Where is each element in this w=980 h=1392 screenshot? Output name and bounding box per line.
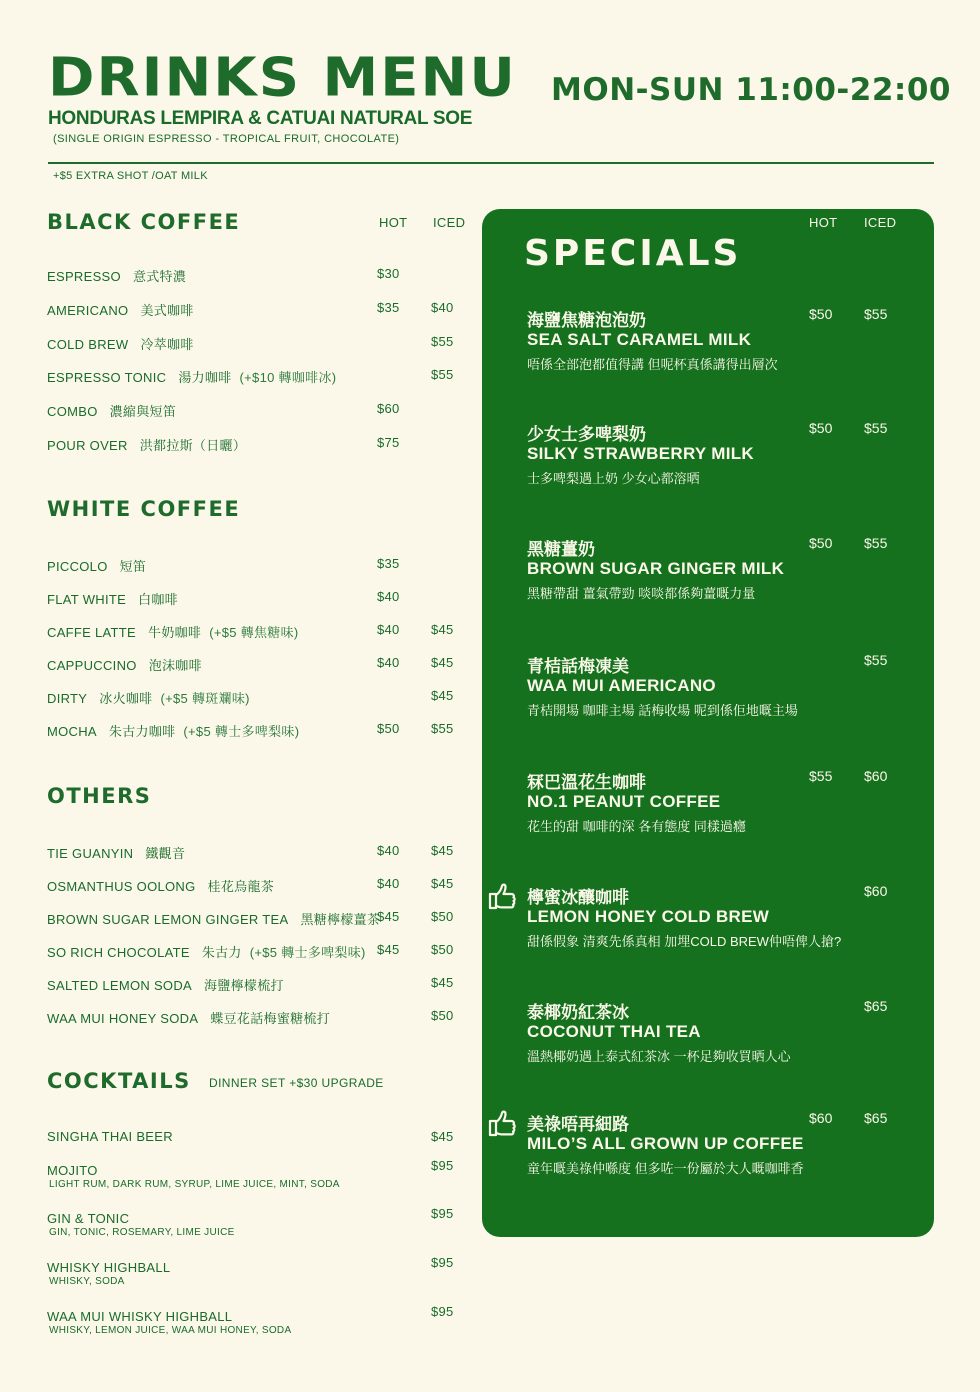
special-iced-price: $60 <box>864 768 888 784</box>
item-name-en: CAPPUCCINO <box>47 658 137 673</box>
hot-price: $60 <box>377 401 400 417</box>
special-iced-price: $55 <box>864 535 888 551</box>
special-name-en: COCONUT THAI TEA <box>527 1022 701 1041</box>
special-name-en: MILO’S ALL GROWN UP COFFEE <box>527 1134 804 1153</box>
special-hot-price: $60 <box>809 1110 833 1126</box>
special-iced-price: $55 <box>864 306 888 322</box>
special-name-en: BROWN SUGAR GINGER MILK <box>527 559 785 578</box>
iced-price: $45 <box>431 876 454 891</box>
cocktail-price: $45 <box>431 1129 454 1144</box>
cocktail-ingredients: WHISKY, LEMON JUICE, WAA MUI HONEY, SODA <box>49 1325 292 1336</box>
item-note: (+$5 轉焦糖味) <box>209 625 299 640</box>
item-name-en: MOCHA <box>47 724 97 739</box>
item-name-en: DIRTY <box>47 691 88 706</box>
special-description: 黑糖帶甜 薑氣帶勁 啖啖都係夠薑嘅力量 <box>527 586 756 601</box>
menu-item <box>47 334 194 353</box>
special-description: 溫熱椰奶遇上泰式紅茶冰 一杯足夠收買晒人心 <box>527 1049 791 1064</box>
cocktail-ingredients: LIGHT RUM, DARK RUM, SYRUP, LIME JUICE, MINT, SODA <box>49 1179 340 1190</box>
item-name-cn: 冰火咖啡 <box>99 691 153 706</box>
menu-item <box>47 556 146 575</box>
iced-price: $45 <box>431 688 454 703</box>
menu-title: DRINKS MENU <box>48 47 517 109</box>
iced-price: $45 <box>431 843 454 858</box>
iced-price: $45 <box>431 975 454 990</box>
item-name-en: WAA MUI HONEY SODA <box>47 1011 199 1026</box>
hot-price: $35 <box>377 556 400 571</box>
special-description: 士多啤梨遇上奶 少女心都溶晒 <box>527 471 700 486</box>
hot-price: $50 <box>377 721 400 736</box>
menu-item <box>47 942 366 961</box>
special-hot-price: $50 <box>809 535 833 551</box>
item-name-cn: 朱古力 <box>201 945 242 960</box>
item-name-cn: 湯力咖啡 <box>178 370 232 386</box>
special-name-cn: 美祿唔再細路 <box>527 1115 629 1134</box>
item-name-en: ESPRESSO TONIC <box>47 370 167 386</box>
special-name-cn: 檸蜜冰釀咖啡 <box>527 888 629 907</box>
item-name-cn: 黑糖檸檬薑茶 <box>300 912 381 927</box>
item-name-cn: 朱古力咖啡 <box>108 724 176 739</box>
special-description: 青桔開場 咖啡主場 話梅收場 呢到係佢地嘅主場 <box>527 703 798 718</box>
hot-price: $40 <box>377 622 400 637</box>
specials-iced-column-header: ICED <box>864 215 897 230</box>
item-name-cn: 桂花烏龍茶 <box>207 879 275 894</box>
thumbs-up-icon <box>486 1106 520 1140</box>
item-name-en: PICCOLO <box>47 559 108 574</box>
menu-item <box>47 909 380 928</box>
menu-item <box>47 1008 330 1027</box>
cocktail-name: MOJITO <box>47 1163 98 1178</box>
special-description: 甜係假象 清爽先係真相 加埋COLD BREW仲唔俾人搶? <box>527 934 842 949</box>
item-name-en: POUR OVER <box>47 438 128 453</box>
coffee-origin-description: (SINGLE ORIGIN ESPRESSO - TROPICAL FRUIT, CHOCOLATE) <box>53 133 400 145</box>
menu-item <box>47 655 202 674</box>
menu-item <box>47 367 336 386</box>
menu-item <box>47 721 299 740</box>
menu-item <box>47 401 176 420</box>
item-name-cn: 意式特濃 <box>132 269 187 284</box>
special-iced-price: $65 <box>864 998 888 1014</box>
item-name-cn: 短笛 <box>119 559 147 574</box>
item-note: (+$5 轉斑斕味) <box>160 691 250 706</box>
hot-price: $40 <box>377 843 400 858</box>
special-name-cn: 青桔話梅凍美 <box>527 657 629 676</box>
iced-price: $45 <box>431 622 454 637</box>
hot-price: $45 <box>377 942 400 957</box>
menu-item <box>47 975 284 994</box>
item-name-en: SO RICH CHOCOLATE <box>47 945 190 960</box>
hot-price: $45 <box>377 909 400 924</box>
menu-item <box>47 876 274 895</box>
cocktail-name: WAA MUI WHISKY HIGHBALL <box>47 1309 233 1324</box>
special-name-en: NO.1 PEANUT COFFEE <box>527 792 721 811</box>
cocktail-name: SINGHA THAI BEER <box>47 1129 173 1144</box>
specials-hot-column-header: HOT <box>809 215 838 230</box>
hot-price: $40 <box>377 655 400 670</box>
menu-item <box>47 688 250 707</box>
dinner-set-upgrade-note: DINNER SET +$30 UPGRADE <box>209 1076 384 1090</box>
iced-price: $55 <box>431 333 454 349</box>
section-title-white-coffee: WHITE COFFEE <box>47 497 241 521</box>
menu-item <box>47 622 299 641</box>
special-iced-price: $65 <box>864 1110 888 1126</box>
item-name-cn: 牛奶咖啡 <box>148 625 202 640</box>
item-name-cn: 濃縮與短笛 <box>109 404 177 420</box>
menu-item <box>47 843 185 862</box>
special-hot-price: $55 <box>809 768 833 784</box>
iced-price: $50 <box>431 909 454 924</box>
extra-options-note: +$5 EXTRA SHOT /OAT MILK <box>53 170 208 182</box>
cocktail-name: GIN & TONIC <box>47 1211 130 1226</box>
special-iced-price: $60 <box>864 883 888 899</box>
iced-price: $50 <box>431 942 454 957</box>
iced-price: $55 <box>431 721 454 736</box>
menu-item <box>47 266 186 285</box>
cocktail-price: $95 <box>431 1255 454 1270</box>
section-title-cocktails: COCKTAILS <box>47 1069 191 1093</box>
hot-price: $30 <box>377 266 400 281</box>
item-name-en: TIE GUANYIN <box>47 846 134 861</box>
item-name-cn: 美式咖啡 <box>140 302 194 318</box>
hot-price: $35 <box>377 299 400 315</box>
special-description: 花生的甜 咖啡的深 各有態度 同樣過癮 <box>527 819 746 834</box>
menu-item <box>47 589 178 608</box>
coffee-origin-title: HONDURAS LEMPIRA & CATUAI NATURAL SOE <box>48 108 473 129</box>
item-name-cn: 洪都拉斯（日曬） <box>139 438 247 453</box>
special-name-en: LEMON HONEY COLD BREW <box>527 907 770 926</box>
item-name-en: OSMANTHUS OOLONG <box>47 879 196 894</box>
hot-column-header: HOT <box>379 215 408 230</box>
iced-price: $50 <box>431 1008 454 1023</box>
item-note: (+$10 轉咖啡冰) <box>239 370 337 386</box>
hot-price: $40 <box>377 876 400 891</box>
menu-item <box>47 300 194 319</box>
special-iced-price: $55 <box>864 652 888 668</box>
item-name-cn: 海鹽檸檬梳打 <box>204 978 284 993</box>
item-name-en: AMERICANO <box>47 302 129 318</box>
item-name-en: FLAT WHITE <box>47 592 127 607</box>
item-name-cn: 鐵觀音 <box>145 846 186 861</box>
item-name-cn: 白咖啡 <box>138 592 178 607</box>
special-name-en: SEA SALT CARAMEL MILK <box>527 330 752 349</box>
item-note: (+$5 轉士多啤梨味) <box>183 724 300 739</box>
special-description: 唔係全部泡都值得講 但呢杯真係講得出層次 <box>527 357 778 372</box>
cocktail-name: WHISKY HIGHBALL <box>47 1260 171 1275</box>
special-description: 童年嘅美祿仲喺度 但多咗一份屬於大人嘅咖啡香 <box>527 1161 804 1176</box>
cocktail-price: $95 <box>431 1206 454 1221</box>
item-name-en: CAFFE LATTE <box>47 625 137 640</box>
cocktail-ingredients: WHISKY, SODA <box>49 1276 125 1287</box>
item-name-en: SALTED LEMON SODA <box>47 978 193 993</box>
section-title-specials: SPECIALS <box>524 233 742 274</box>
special-name-en: WAA MUI AMERICANO <box>527 676 716 695</box>
opening-hours: MON-SUN 11:00-22:00 <box>551 72 951 108</box>
iced-price: $45 <box>431 655 454 670</box>
iced-price: $55 <box>431 367 454 383</box>
iced-price: $40 <box>431 299 454 315</box>
item-name-en: BROWN SUGAR LEMON GINGER TEA <box>47 912 289 927</box>
special-iced-price: $55 <box>864 420 888 436</box>
menu-item <box>47 435 246 454</box>
thumbs-up-icon <box>486 879 520 913</box>
special-name-cn: 少女士多啤梨奶 <box>527 425 646 444</box>
item-name-en: COMBO <box>47 404 98 420</box>
special-name-cn: 黑糖薑奶 <box>527 540 595 559</box>
item-name-cn: 冷萃咖啡 <box>140 336 194 352</box>
header-divider <box>48 162 934 164</box>
cocktail-price: $95 <box>431 1304 454 1319</box>
cocktail-ingredients: GIN, TONIC, ROSEMARY, LIME JUICE <box>49 1227 235 1238</box>
iced-column-header: ICED <box>433 215 466 230</box>
special-name-cn: 海鹽焦糖泡泡奶 <box>527 311 646 330</box>
section-title-black-coffee: BLACK COFFEE <box>47 210 241 234</box>
cocktail-price: $95 <box>431 1158 454 1173</box>
item-name-en: COLD BREW <box>47 336 129 352</box>
hot-price: $75 <box>377 435 400 450</box>
special-name-cn: 泰椰奶紅茶冰 <box>527 1003 629 1022</box>
item-name-en: ESPRESSO <box>47 269 121 284</box>
item-note: (+$5 轉士多啤梨味) <box>249 945 366 960</box>
special-name-en: SILKY STRAWBERRY MILK <box>527 444 755 463</box>
special-hot-price: $50 <box>809 420 833 436</box>
item-name-cn: 蝶豆花話梅蜜糖梳打 <box>210 1011 331 1026</box>
special-name-cn: 冧巴溫花生咖啡 <box>527 773 646 792</box>
item-name-cn: 泡沫咖啡 <box>148 658 202 673</box>
hot-price: $40 <box>377 589 400 604</box>
special-hot-price: $50 <box>809 306 833 322</box>
section-title-others: OTHERS <box>47 784 152 808</box>
